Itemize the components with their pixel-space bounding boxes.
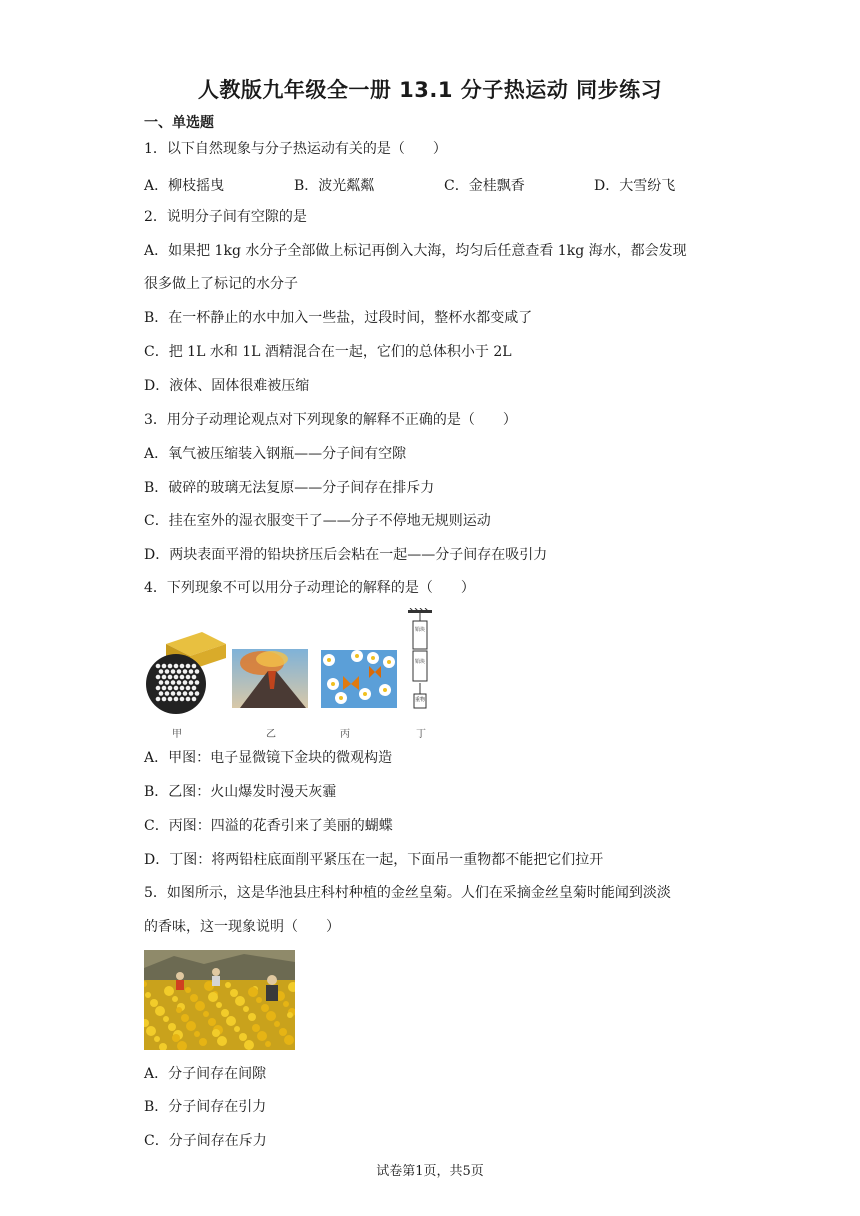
q1-option-a: A．柳枝摇曳 bbox=[144, 178, 225, 194]
q5-option-a: A．分子间存在间隙 bbox=[144, 1066, 267, 1082]
q5-option-c: C．分子间存在斥力 bbox=[144, 1133, 267, 1149]
page-title: 人教版九年级全一册 13.1 分子热运动 同步练习 bbox=[197, 78, 663, 102]
question-5-stem: 5．如图所示，这是华池县庄科村种植的金丝皇菊。人们在采摘金丝皇菊时能闻到淡淡 bbox=[144, 885, 671, 901]
caption-ding: 丁 bbox=[416, 729, 426, 740]
caption-jia: 甲 bbox=[172, 729, 182, 740]
ding-label-weight: 重物 bbox=[415, 697, 426, 703]
q1-option-d: D．大雪纷飞 bbox=[594, 178, 676, 194]
question-3-stem: 3．用分子动理论观点对下列现象的解释不正确的是（ ） bbox=[144, 412, 517, 428]
question-4-stem: 4．下列现象不可以用分子动理论的解释的是（ ） bbox=[144, 580, 475, 596]
q3-option-a: A．氧气被压缩装入钢瓶——分子间有空隙 bbox=[144, 446, 407, 462]
page-footer: 试卷第1页，共5页 bbox=[376, 1164, 484, 1179]
question-5-stem-cont: 的香味，这一现象说明（ ） bbox=[144, 919, 340, 935]
q3-option-b: B．破碎的玻璃无法复原——分子间存在排斥力 bbox=[144, 480, 435, 496]
question-2-stem: 2．说明分子间有空隙的是 bbox=[144, 209, 307, 225]
figure-chrysanthemum-field bbox=[144, 950, 295, 1050]
ding-label-top-lead: 铅块 bbox=[415, 627, 426, 633]
q3-option-c: C．挂在室外的湿衣服变干了——分子不停地无规则运动 bbox=[144, 513, 491, 529]
figure-bing-flowers-butterflies bbox=[321, 650, 397, 708]
caption-bing: 丙 bbox=[340, 729, 350, 740]
q4-option-b: B．乙图：火山爆发时漫天灰霾 bbox=[144, 784, 337, 800]
q1-option-b: B．波光粼粼 bbox=[294, 178, 375, 194]
q2-option-a-cont: 很多做上了标记的水分子 bbox=[144, 276, 298, 292]
caption-yi: 乙 bbox=[266, 729, 276, 740]
q5-option-b: B．分子间存在引力 bbox=[144, 1099, 267, 1115]
figure-jia-gold-lattice bbox=[144, 626, 234, 718]
q3-option-d: D．两块表面平滑的铅块挤压后会粘在一起——分子间存在吸引力 bbox=[144, 547, 548, 563]
q2-option-c: C．把 1L 水和 1L 酒精混合在一起，它们的总体积小于 2L bbox=[144, 344, 512, 360]
figure-yi-volcano bbox=[232, 649, 308, 708]
q4-option-c: C．丙图：四溢的花香引来了美丽的蝴蝶 bbox=[144, 818, 393, 834]
q2-option-b: B．在一杯静止的水中加入一些盐，过段时间，整杯水都变咸了 bbox=[144, 310, 533, 326]
figure-ding-lead-cylinders bbox=[406, 608, 434, 720]
ding-label-bottom-lead: 铅块 bbox=[415, 659, 426, 665]
q2-option-d: D．液体、固体很难被压缩 bbox=[144, 378, 310, 394]
question-1-stem: 1．以下自然现象与分子热运动有关的是（ ） bbox=[144, 141, 447, 157]
q1-option-c: C．金桂飘香 bbox=[444, 178, 525, 194]
q4-option-d: D．丁图：将两铅柱底面削平紧压在一起，下面吊一重物都不能把它们拉开 bbox=[144, 852, 604, 868]
section-heading: 一、单选题 bbox=[144, 115, 214, 131]
q4-option-a: A．甲图：电子显微镜下金块的微观构造 bbox=[144, 750, 393, 766]
q2-option-a: A．如果把 1kg 水分子全部做上标记再倒入大海，均匀后任意查看 1kg 海水，都会发现 bbox=[144, 243, 687, 259]
